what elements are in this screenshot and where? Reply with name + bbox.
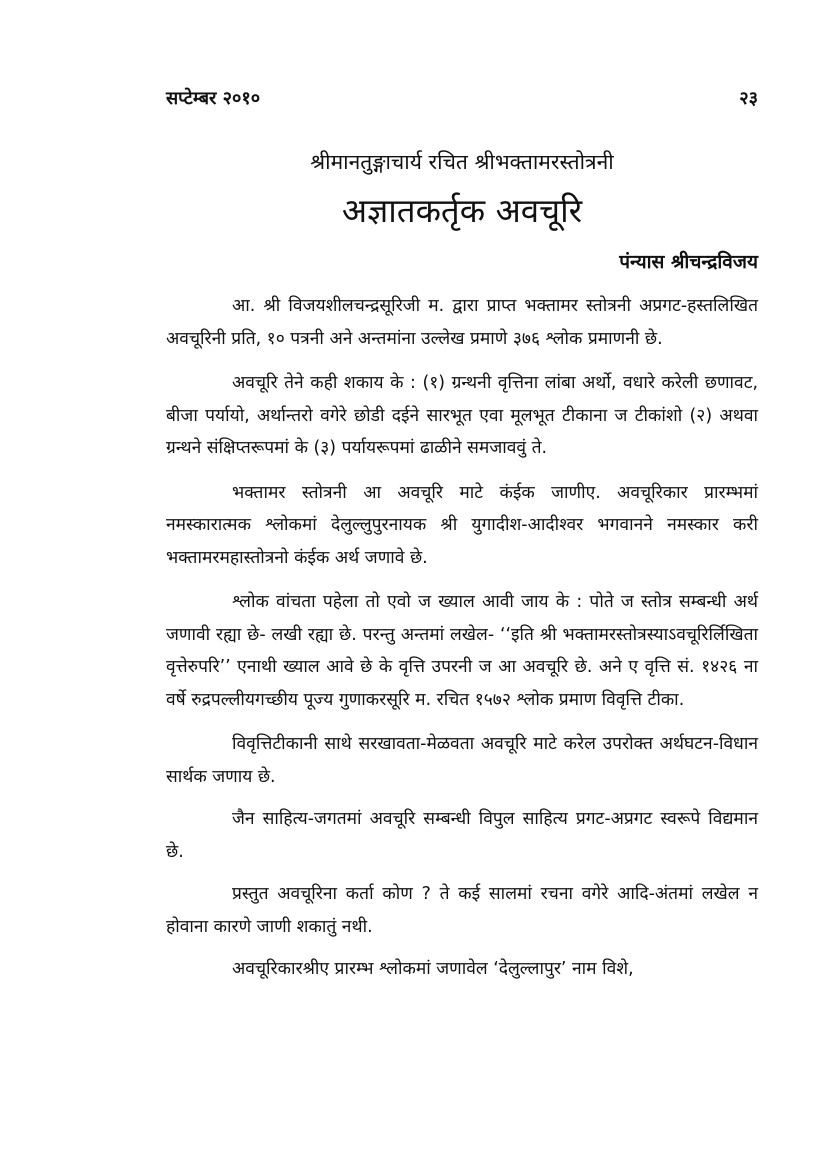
running-header (166, 84, 758, 114)
article-body (166, 290, 758, 998)
page-number: २३ (739, 88, 758, 109)
paragraph: विवृत्तिटीकानी साथे सरखावता-मेळवता अवचूरि माटे करेल उपरोक्त अर्थघटन-विधान सार्थक जणाय छे. (166, 734, 758, 787)
paragraph: आ. श्री विजयशीलचन्द्रसूरिजी म. द्वारा प्राप्त भक्तामर स्तोत्रनी अप्रगट-हस्तलिखित अवचूरिनी प्रति, १० पत्रनी अने अन्तमांना उल्लेख प्रमाणे ३७६ श्लोक प्रमाणनी छे. (166, 296, 758, 349)
article-subtitle: श्रीमानतुङ्गाचार्य रचित श्रीभक्तामरस्तोत्रनी (310, 150, 614, 174)
paragraph: प्रस्तुत अवचूरिना कर्ता कोण ? ते कई सालमां रचना वगेरे आदि-अंतमां लखेल न होवाना कारणे जाणी शकातुं नथी. (166, 884, 758, 937)
paragraph: भक्तामर स्तोत्रनी आ अवचूरि माटे कंईक जाणीए. अवचूरिकार प्रारम्भमां नमस्कारात्मक श्लोकमां देलुल्लुपुरनायक श्री युगादीश-आदीश्वर भगवानने नमस्कार करी भक्तामरमहास्तोत्रनो कंईक अर्थ जणावे छे. (166, 482, 758, 568)
article-title: अज्ञातकर्तृक अवचूरि (341, 191, 583, 230)
document-page (166, 0, 758, 1163)
paragraph: जैन साहित्य-जगतमां अवचूरि सम्बन्धी विपुल साहित्य प्रगट-अप्रगट स्वरूपे विद्यमान छे. (166, 809, 758, 862)
article-author: पंन्यास श्रीचन्द्रविजय (619, 251, 758, 273)
paragraph: अवचूरिकारश्रीए प्रारम्भ श्लोकमां जणावेल ‘देलुल्लापुर’ नाम विशे, (232, 959, 634, 979)
issue-date: सप्टेम्बर २०१० (166, 88, 261, 109)
paragraph: अवचूरि तेने कही शकाय के : (१) ग्रन्थनी वृत्तिना लांबा अर्थो, वधारे करेली छणावट, बीजा पर्यायो, अर्थान्तरो वगेरे छोडी दईने सारभूत एवा मूलभूत टीकाना ज टीकांशो (२) अथवा ग्रन्थने संक्षिप्तरूपमां के (३) पर्यायरूपमां ढाळीने समजाववुं ते. (166, 373, 758, 458)
paragraph: श्लोक वांचता पहेला तो एवो ज ख्याल आवी जाय के : पोते ज स्तोत्र सम्बन्धी अर्थ जणावी रह्या छे- लखी रह्या छे. परन्तु अन्तमां लखेल- ‘‘इति श्री भक्तामरस्तोत्रस्याऽवचूरिर्लिखिता वृत्तेरुपरि’’ एनाथी ख्याल आवे छे के वृत्ति उपरनी ज आ अवचूरि छे. अने ए वृत्ति सं. १४२६ ना वर्षे रुद्रपल्लीयगच्छीय पूज्य गुणाकरसूरि म. रचित १५७२ श्लोक प्रमाण विवृत्ति टीका. (166, 592, 758, 710)
